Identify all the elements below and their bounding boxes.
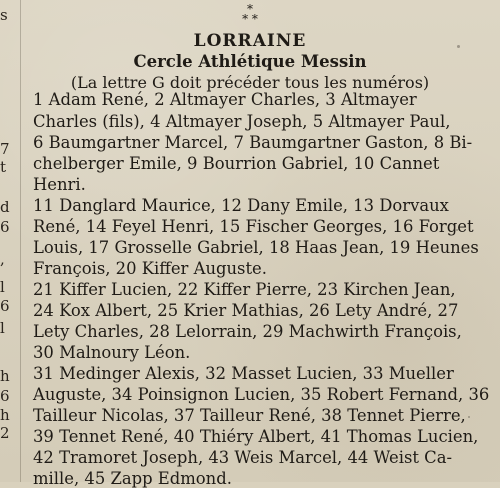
member-list-line: 39 Tennet René, 40 Thiéry Albert, 41 Thomas Lucien, [33,427,479,446]
member-list-line: Charles (fils), 4 Altmayer Joseph, 5 Altmayer Paul, [33,112,451,131]
paper-speck [457,45,460,48]
left-fragment: d [0,198,10,216]
member-list-line: 30 Malnoury Léon. [33,343,191,362]
member-list-line: Auguste, 34 Poinsignon Lucien, 35 Robert Fernand, 36 [33,385,490,404]
left-fragment: l [0,278,5,296]
club-name: Cercle Athlétique Messin [133,52,367,71]
member-list-line: Tailleur Nicolas, 37 Tailleur René, 38 Tennet Pierre, [33,406,466,425]
paper-speck [456,229,458,231]
member-list-line: 1 Adam René, 2 Altmayer Charles, 3 Altmayer [33,90,417,109]
member-list-line: François, 20 Kiffer Auguste. [33,259,267,278]
left-fragment: t [0,158,7,176]
paper-speck [226,244,228,246]
section-title: LORRAINE [193,31,307,51]
left-fragment: 6 [0,218,10,236]
member-list-line: 6 Baumgartner Marcel, 7 Baumgartner Gaston, 8 Bi- [33,133,473,152]
left-fragment: , [0,250,5,268]
member-list-line: 24 Kox Albert, 25 Krier Mathias, 26 Lety André, 27 [33,301,459,320]
header-ornament [0,4,500,24]
numbering-note: (La lettre G doit précéder tous les numéros) [70,73,430,92]
left-fragment: 6 [0,387,10,405]
left-fragment: l [0,319,5,337]
left-fragment: 2 [0,424,10,442]
member-list-line: 42 Tramoret Joseph, 43 Weis Marcel, 44 Weist Ca- [33,448,453,467]
member-list-line: Henri. [33,175,86,194]
left-fragment: h [0,367,10,385]
paper-speck [468,416,470,418]
member-list-line: 31 Medinger Alexis, 32 Masset Lucien, 33 Mueller [33,364,454,383]
member-list-line: mille, 45 Zapp Edmond. [33,469,232,488]
left-fragment: 6 [0,297,10,315]
member-list-line: 11 Danglard Maurice, 12 Dany Emile, 13 Dorvaux [33,196,449,215]
member-list-line: René, 14 Feyel Henri, 15 Fischer Georges, 16 Forget [33,217,474,236]
left-fragment: 7 [0,140,10,158]
member-list-line: Lety Charles, 28 Lelorrain, 29 Machwirth François, [33,322,462,341]
ornament-bottom-stars: * * [242,12,258,26]
member-list-line: chelberger Emile, 9 Bourrion Gabriel, 10 Cannet [33,154,440,173]
left-fragment: s [0,6,8,24]
ornament-top-star: * [247,2,253,16]
left-fragment: h [0,406,10,424]
member-list-line: Louis, 17 Grosselle Gabriel, 18 Haas Jean, 19 Heunes [33,238,479,257]
member-list-line: 21 Kiffer Lucien, 22 Kiffer Pierre, 23 Kirchen Jean, [33,280,456,299]
